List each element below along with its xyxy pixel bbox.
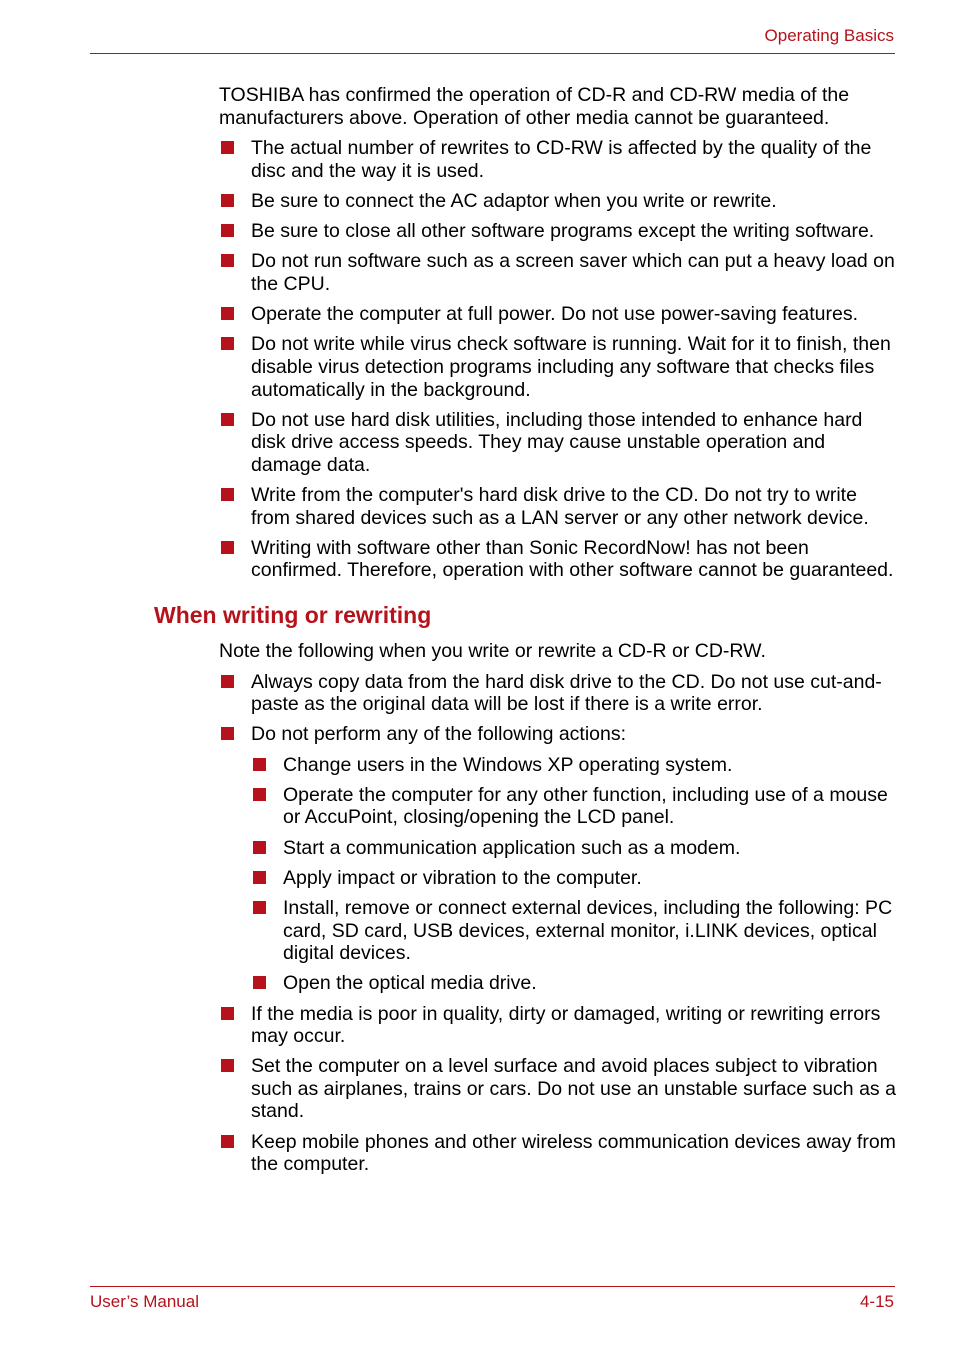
- square-bullet-icon: [221, 307, 234, 320]
- square-bullet-icon: [221, 1059, 234, 1072]
- list-item: Set the computer on a level surface and avoid places subject to vibration such as airplanes, trains or cars. Do not use an unstable surface such as a stand.: [219, 1055, 899, 1123]
- square-bullet-icon: [253, 871, 266, 884]
- square-bullet-icon: [253, 788, 266, 801]
- sub-list-item: Apply impact or vibration to the computer.: [251, 867, 899, 890]
- sub-list-item: Open the optical media drive.: [251, 972, 899, 995]
- bullet-list-writing: [219, 671, 899, 1176]
- square-bullet-icon: [221, 541, 234, 554]
- list-item: Always copy data from the hard disk drive to the CD. Do not use cut-and-paste as the original data will be lost if there is a write error.: [219, 671, 899, 716]
- section-heading: When writing or rewriting: [154, 602, 432, 629]
- list-item: Do not write while virus check software is running. Wait for it to finish, then disable virus detection programs including any software that checks files automatically in the background.: [219, 333, 899, 401]
- list-item: Do not run software such as a screen saver which can put a heavy load on the CPU.: [219, 250, 899, 295]
- footer-page-number: 4-15: [859, 1292, 894, 1311]
- header-section-title: Operating Basics: [764, 26, 894, 45]
- square-bullet-icon: [253, 841, 266, 854]
- list-item: Do not perform any of the following actions: Change users in the Windows XP operating system. Operate the computer for any other function, including use of a mouse or AccuPoint, closing/opening the LCD panel. Start a communication application such as a modem. Apply impact or vibration to the computer. Install, remove or connect external devices, including the following: PC card, SD card, USB devices, external monitor, i.LINK devices, optical digital devices. Open the optical media drive.: [219, 723, 899, 995]
- intro-paragraph: TOSHIBA has confirmed the operation of CD-R and CD-RW media of the manufacturers above. Operation of other media cannot be guaranteed.: [219, 84, 850, 129]
- square-bullet-icon: [221, 488, 234, 501]
- list-item: Operate the computer at full power. Do not use power-saving features.: [219, 303, 899, 326]
- square-bullet-icon: [221, 224, 234, 237]
- sub-list-item: Install, remove or connect external devices, including the following: PC card, SD card, USB devices, external monitor, i.LINK devices, optical digital devices.: [251, 897, 899, 965]
- square-bullet-icon: [221, 1007, 234, 1020]
- square-bullet-icon: [221, 413, 234, 426]
- list-item: Writing with software other than Sonic RecordNow! has not been confirmed. Therefore, operation with other software cannot be guaranteed.: [219, 537, 899, 582]
- page-content: [154, 84, 899, 1183]
- square-bullet-icon: [221, 141, 234, 154]
- square-bullet-icon: [221, 727, 234, 740]
- square-bullet-icon: [253, 901, 266, 914]
- list-item: The actual number of rewrites to CD-RW is affected by the quality of the disc and the way it is used.: [219, 137, 899, 182]
- square-bullet-icon: [221, 675, 234, 688]
- list-item: Do not use hard disk utilities, including those intended to enhance hard disk drive access speeds. They may cause unstable operation and damage data.: [219, 409, 899, 477]
- list-item: Write from the computer's hard disk drive to the CD. Do not try to write from shared devices such as a LAN server or any other network device.: [219, 484, 899, 529]
- square-bullet-icon: [253, 758, 266, 771]
- footer-manual-name: User’s Manual: [90, 1292, 199, 1311]
- sub-list-item: Start a communication application such as a modem.: [251, 837, 899, 860]
- square-bullet-icon: [253, 976, 266, 989]
- list-item: If the media is poor in quality, dirty or damaged, writing or rewriting errors may occur.: [219, 1003, 899, 1048]
- bullet-list-notes: [219, 137, 899, 582]
- square-bullet-icon: [221, 337, 234, 350]
- section-intro-paragraph: Note the following when you write or rewrite a CD-R or CD-RW.: [219, 640, 766, 663]
- sub-list-item: Operate the computer for any other function, including use of a mouse or AccuPoint, closing/opening the LCD panel.: [251, 784, 899, 829]
- list-item: Keep mobile phones and other wireless communication devices away from the computer.: [219, 1131, 899, 1176]
- footer-rule: [90, 1286, 895, 1287]
- header-rule: [90, 53, 895, 54]
- list-item: Be sure to close all other software programs except the writing software.: [219, 220, 899, 243]
- list-item: Be sure to connect the AC adaptor when you write or rewrite.: [219, 190, 899, 213]
- square-bullet-icon: [221, 1135, 234, 1148]
- sub-list-item: Change users in the Windows XP operating system.: [251, 754, 899, 777]
- square-bullet-icon: [221, 254, 234, 267]
- sub-bullet-list-actions: [251, 754, 899, 995]
- square-bullet-icon: [221, 194, 234, 207]
